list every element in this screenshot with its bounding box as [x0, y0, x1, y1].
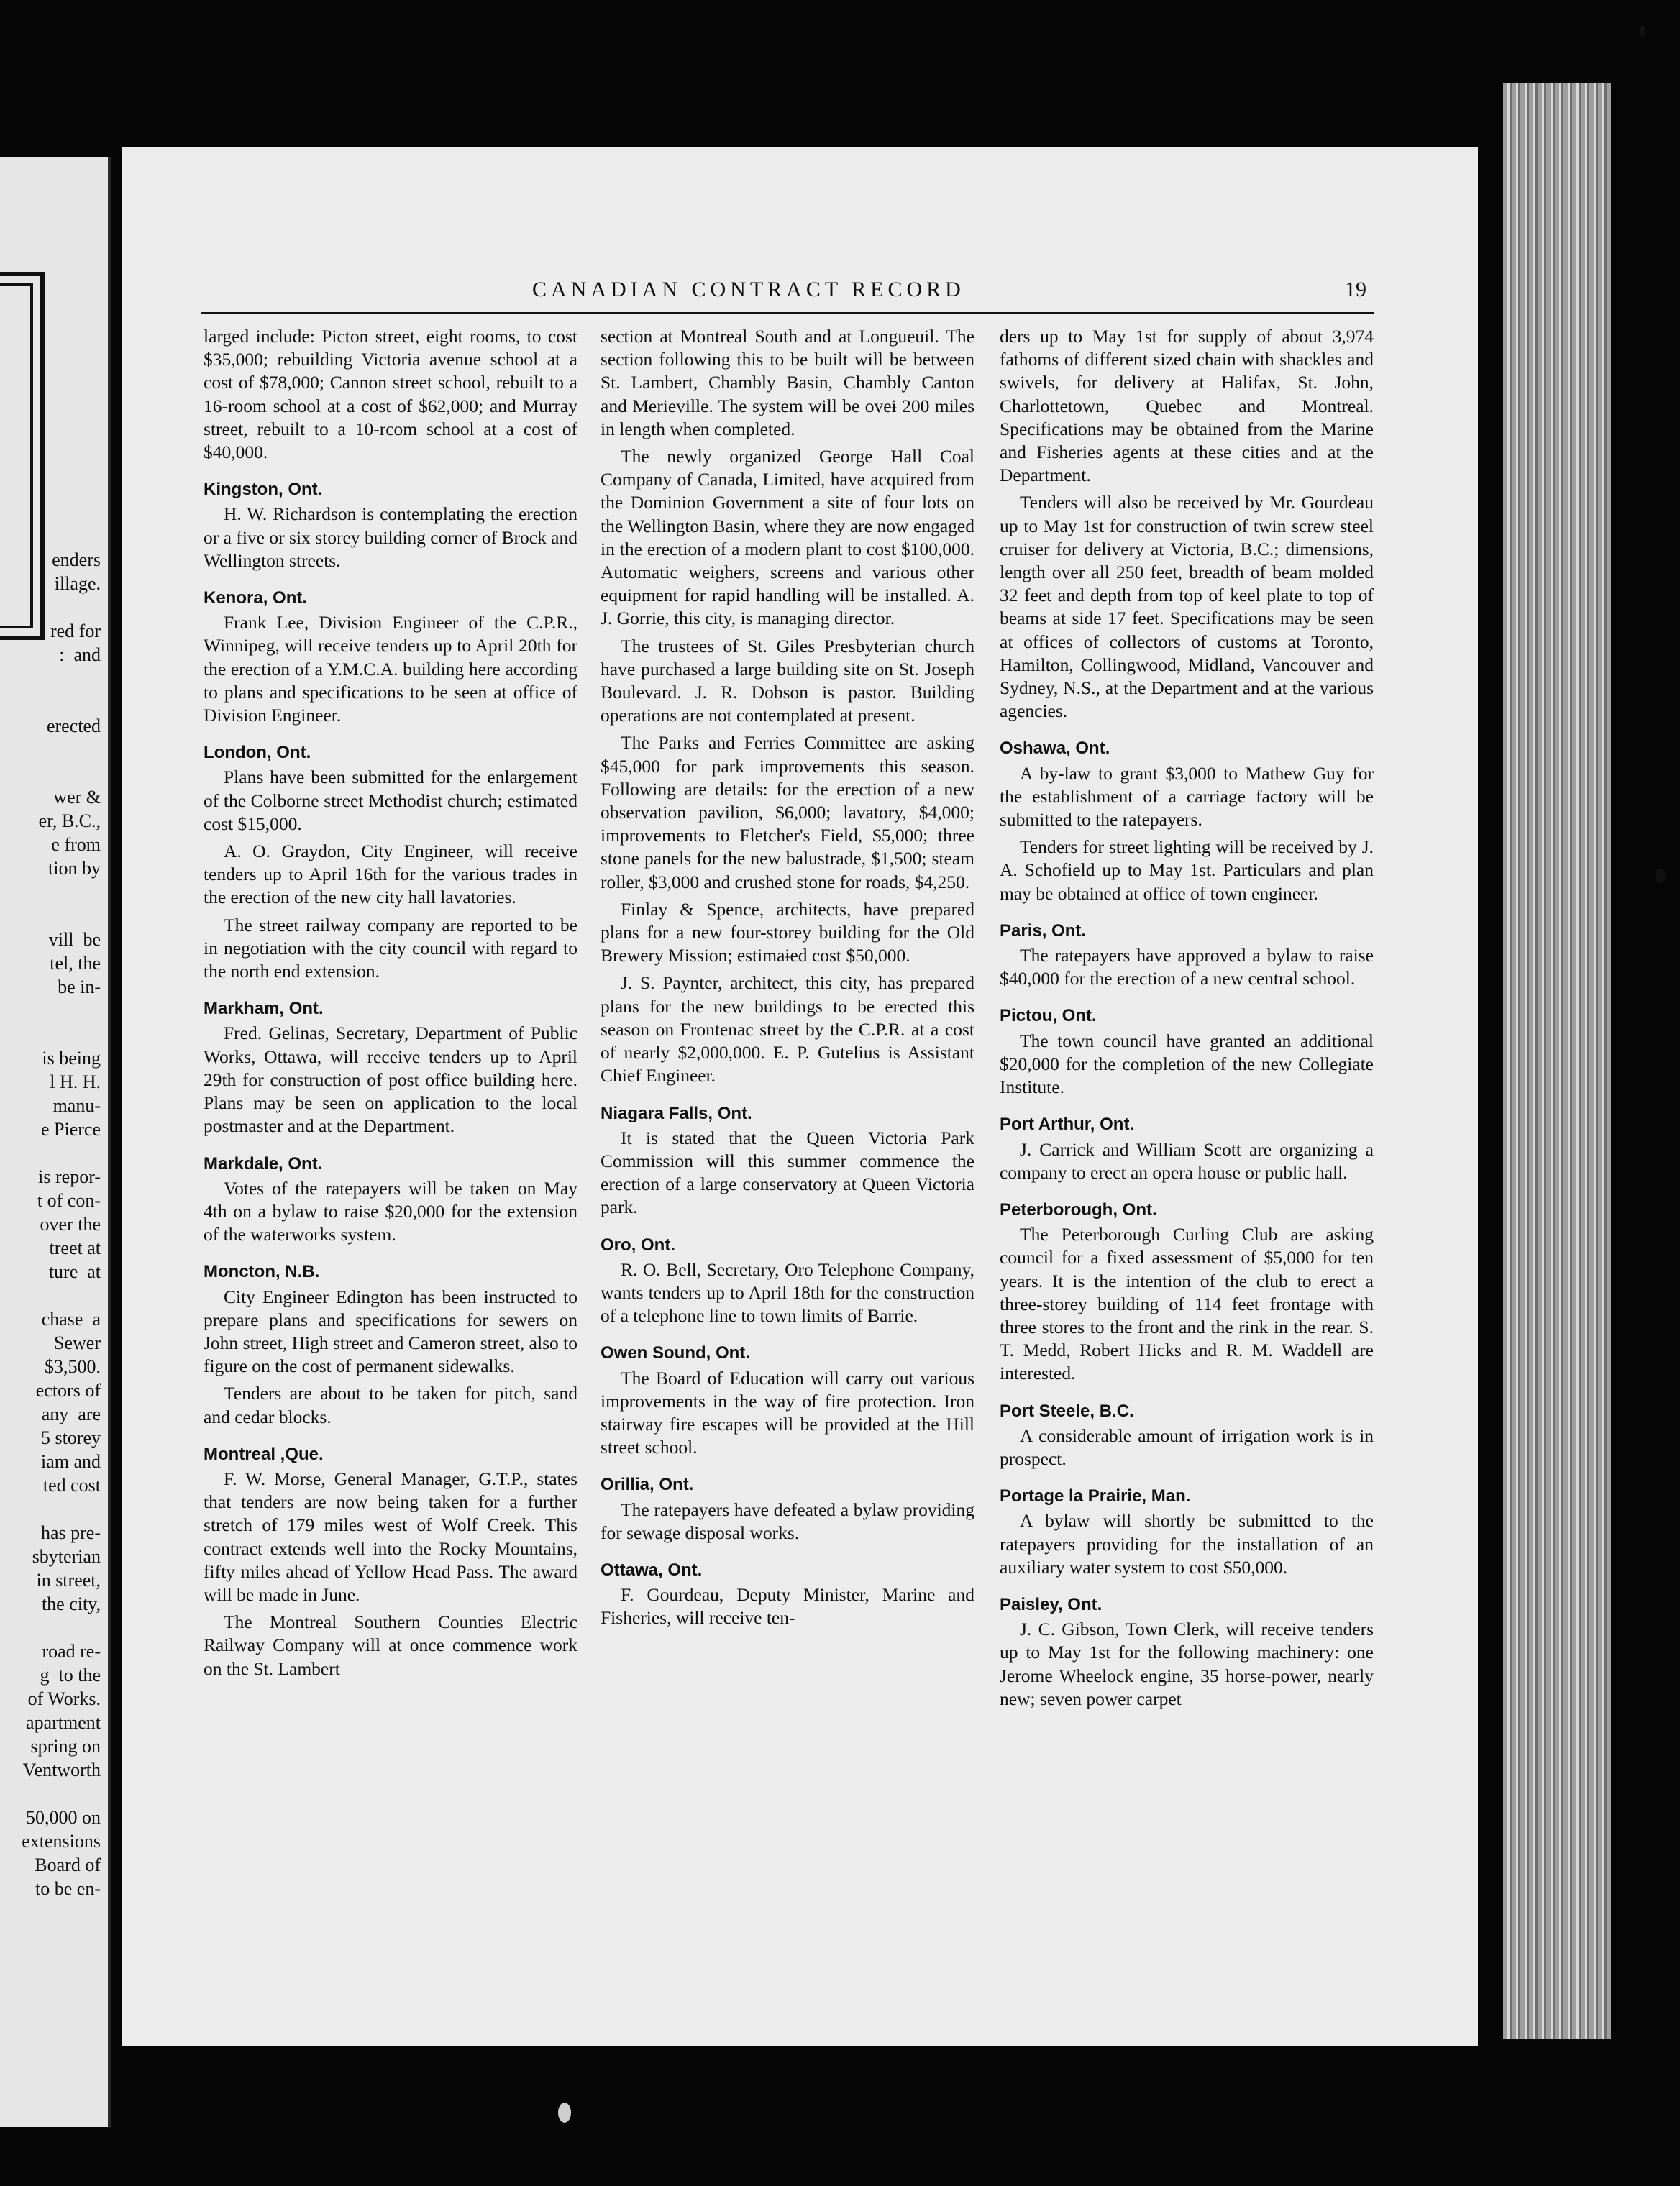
news-item [204, 1443, 578, 1680]
item-paragraph: City Engineer Edington has been instructed to prepare plans and specifications for sewers on John street, High street and Cameron street, also to figure on the cost of permanent sidewalks. [204, 1286, 578, 1377]
facing-page-fragment-line: manu- [52, 1095, 101, 1116]
facing-page-fragment-line: road re- [42, 1641, 101, 1662]
book-page-edges [1503, 83, 1611, 2039]
item-paragraph: The ratepayers have defeated a bylaw providing for sewage disposal works. [601, 1499, 974, 1543]
facing-page-fragment-line: g to the [40, 1665, 101, 1686]
item-heading: Paris, Ont. [1000, 920, 1087, 941]
item-paragraph: Fred. Gelinas, Secretary, Department of Public Works, Ottawa, will receive tenders up to April 29th for construction of post office building here. Plans may be seen on application to the local postmaster and at the Department. [204, 1023, 578, 1137]
news-item [601, 1342, 974, 1459]
page-speck [558, 2103, 571, 2123]
facing-page-fragment-line: red for [50, 621, 101, 641]
item-heading: Peterborough, Ont. [1000, 1199, 1157, 1220]
news-item [204, 478, 578, 572]
text-column-2 [601, 325, 974, 1640]
item-heading: London, Ont. [204, 743, 311, 763]
facing-page-fragment-line: has pre- [40, 1522, 101, 1543]
news-item [204, 587, 578, 727]
item-heading: Montreal ,Que. [204, 1444, 324, 1464]
item-paragraph: A considerable amount of irrigation work is in prospect. [1000, 1424, 1374, 1469]
page-header [201, 278, 1374, 314]
facing-page-fragment-line: the city, [41, 1593, 101, 1614]
item-paragraph: A bylaw will shortly be submitted to the ratepayers providing for the installation of an auxiliary water system to cost $50,000. [1000, 1510, 1374, 1578]
news-item [1000, 325, 1374, 723]
facing-page-fragment-line: any are [41, 1404, 101, 1424]
news-item [1000, 737, 1374, 905]
item-paragraph: Tenders are about to be taken for pitch, sand and cedar blocks. [204, 1383, 578, 1427]
facing-page-fragment-line: Board of [35, 1855, 101, 1875]
facing-page-fragment-line: apartment [26, 1712, 101, 1733]
news-item [1000, 1005, 1374, 1099]
item-heading: Oro, Ont. [601, 1235, 675, 1255]
news-item [1000, 1199, 1374, 1386]
item-heading: Orillia, Ont. [601, 1475, 694, 1495]
item-heading: Port Steele, B.C. [1000, 1401, 1134, 1421]
facing-page-fragment-line: enders [52, 549, 101, 570]
news-item [1000, 1485, 1374, 1579]
news-item [204, 741, 578, 983]
text-column-3 [1000, 325, 1374, 1721]
item-paragraph: Tenders for street lighting will be received by J. A. Schofield up to May 1st. Particulars and plan may be obtained at office of town engineer. [1000, 836, 1374, 904]
item-heading: Kingston, Ont. [204, 480, 323, 500]
page-speck [1640, 25, 1645, 37]
item-paragraph: Finlay & Spence, architects, have prepared plans for a new four-storey building for the Old Brewery Mission; estimaɨed cost $50,000. [601, 898, 974, 966]
facing-page-fragment-line: tel, the [50, 953, 101, 974]
facing-page-fragment-line: ectors of [35, 1380, 101, 1401]
facing-page-fragment-line: over the [40, 1214, 101, 1235]
facing-page-fragment-line: chase a [41, 1309, 101, 1330]
item-heading: Port Arthur, Ont. [1000, 1115, 1135, 1135]
facing-page-fragment-line: is repor- [38, 1166, 101, 1187]
facing-page-fragment-line: in street, [36, 1570, 101, 1591]
facing-page-fragment-line: to be en- [35, 1878, 101, 1899]
news-item [601, 1234, 974, 1328]
news-item [1000, 1593, 1374, 1711]
item-heading: Paisley, Ont. [1000, 1594, 1102, 1614]
item-heading: Oshawa, Ont. [1000, 738, 1110, 759]
item-paragraph: A. O. Graydon, City Engineer, will receive tenders up to April 16th for the various trades in the erection of the new city hall lavatories. [204, 841, 578, 908]
news-item [1000, 1113, 1374, 1184]
news-item [601, 1473, 974, 1545]
item-paragraph: J. C. Gibson, Town Clerk, will receive tenders up to May 1st for the following machinery: one Jerome Wheelock engine, 35 horse-power, nearly new; seven power carpet [1000, 1619, 1374, 1709]
facing-page-fragment-line: vill be [48, 929, 101, 950]
item-heading: Markham, Ont. [204, 999, 324, 1019]
facing-page-fragment-line: $3,500. [45, 1356, 101, 1377]
item-paragraph: Frank Lee, Division Engineer of the C.P.R., Winnipeg, will receive tenders up to April 20th for the erection of a Y.M.C.A. building here according to plans and specifications to be seen at office of Division Engineer. [204, 612, 578, 726]
item-heading: Pictou, Ont. [1000, 1006, 1097, 1026]
item-heading: Ottawa, Ont. [601, 1560, 703, 1580]
item-paragraph: H. W. Richardson is contemplating the erection or a five or six storey building corner of Brock and Wellington streets. [204, 503, 578, 571]
news-item [204, 1261, 578, 1428]
item-paragraph: The street railway company are reported to be in negotiation with the city council with regard to the north end extension. [204, 914, 578, 982]
facing-page-fragment-line: Sewer [54, 1332, 101, 1353]
facing-page-fragment-line: e from [51, 834, 101, 855]
facing-page-fragment-line: 5 storey [40, 1427, 101, 1448]
news-item [204, 997, 578, 1138]
page-speck [1656, 869, 1666, 883]
facing-page-fragment-line: tion by [48, 858, 101, 879]
item-paragraph: The Board of Education will carry out various improvements in the way of fire protection. Iron stairway fire escapes will be provided at the Hill street school. [601, 1367, 974, 1458]
item-paragraph: Votes of the ratepayers will be taken on May 4th on a bylaw to raise $20,000 for the extension of the waterworks system. [204, 1177, 578, 1245]
item-paragraph: Tenders will also be received by Mr. Gourdeau up to May 1st for construction of twin screw steel cruiser for delivery at Victoria, B.C.; dimensions, length over all 250 feet, breadth of beam molded 32 feet and depth from top of keel plate to top of beams at side 17 feet. Specifications may be seen at offices of collectors of customs at Toronto, Hamilton, Collingwood, Midland, Vancouver and Sydney, N.S., at the Department and at the various agencies. [1000, 492, 1374, 722]
facing-page-fragment-line: sbyterian [32, 1546, 101, 1567]
facing-page-fragment-line: Ventworth [22, 1760, 101, 1780]
item-paragraph: larged include: Picton street, eight rooms, to cost $35,000; rebuilding Victoria avenue school at a cost of $78,000; Cannon street school, rebuilt to a 16-room school at a cost of $62,000; and Murray street, rebuilt to a 10-rcom school at a cost of $40,000. [204, 326, 578, 463]
page-number: 19 [1345, 278, 1366, 301]
facing-page-fragment-line: illage. [54, 573, 101, 594]
item-paragraph: R. O. Bell, Secretary, Oro Telephone Company, wants tenders up to April 18th for the construction of a telephone line to town limits of Barrie. [601, 1258, 974, 1327]
facing-page-fragment-line: e Pierce [40, 1119, 101, 1140]
item-heading: Owen Sound, Ont. [601, 1343, 750, 1363]
item-paragraph: ders up to May 1st for supply of about 3,974 fathoms of different sized chain with shackles and swivels, for delivery at Halifax, St. John, Charlottetown, Quebec and Montreal. Specifications may be obtained from the Marine and Fisheries agents at these cities and at the Department. [1000, 326, 1374, 486]
item-paragraph: The town council have granted an additional $20,000 for the completion of the new Collegiate Institute. [1000, 1030, 1374, 1098]
facing-page-fragment-line: of Works. [27, 1688, 101, 1709]
news-item [601, 1559, 974, 1630]
item-paragraph: A by-law to grant $3,000 to Mathew Guy for the establishment of a carriage factory will be submitted to the ratepayers. [1000, 762, 1374, 831]
news-item [601, 1102, 974, 1220]
text-column-1 [204, 325, 578, 1691]
facing-page-fragment-line: spring on [30, 1736, 101, 1757]
facing-page-fragment-line: is being [42, 1048, 101, 1069]
item-paragraph: J. S. Paynter, architect, this city, has prepared plans for the new buildings to be erected this season on Frontenac street by the C.P.R. at a cost of nearly $2,000,000. E. P. Gutelius is Assistant Chief Engineer. [601, 972, 974, 1087]
facing-page-fragment-line: er, B.C., [38, 810, 101, 831]
news-item [1000, 1400, 1374, 1471]
news-item [204, 1153, 578, 1247]
item-paragraph: The Montreal Southern Counties Electric Railway Company will at once commence work on the St. Lambert [204, 1611, 578, 1679]
facing-page-fragment-line: ted cost [42, 1475, 101, 1496]
item-paragraph: F. Gourdeau, Deputy Minister, Marine and Fisheries, will receive ten- [601, 1584, 974, 1629]
item-heading: Moncton, N.B. [204, 1262, 320, 1282]
running-title: CANADIAN CONTRACT RECORD [532, 278, 965, 301]
facing-page-fragment-line: wer & [53, 787, 101, 808]
facing-page-fragment-line: 50,000 on [26, 1807, 101, 1828]
item-paragraph: The ratepayers have approved a bylaw to raise $40,000 for the erection of a new central school. [1000, 945, 1374, 989]
facing-page-fragment-line: t of con- [37, 1190, 101, 1211]
facing-page-fragment-line: extensions [22, 1831, 101, 1852]
news-item [204, 325, 578, 464]
news-item [1000, 920, 1374, 991]
facing-page-fragment [0, 157, 111, 2127]
item-paragraph: F. W. Morse, General Manager, G.T.P., states that tenders are now being taken for a further stretch of 179 miles west of Wolf Creek. This contract extends well into the Rocky Mountains, fifty miles ahead of Yellow Head Pass. The award will be made in June. [204, 1468, 578, 1605]
item-paragraph: J. Carrick and William Scott are organizing a company to erect an opera house or public hall. [1000, 1138, 1374, 1183]
facing-page-fragment-line: treet at [49, 1238, 101, 1258]
facing-page-fragment-line: l H. H. [50, 1071, 101, 1092]
item-paragraph: section at Montreal South and at Longueuil. The section following this to be built will be between St. Lambert, Chambly Basin, Chambly Canton and Merieville. The system will be oveɨ 200 miles in length when completed. [601, 326, 974, 439]
item-paragraph: It is stated that the Queen Victoria Park Commission will this summer commence the erection of a large conservatory at Queen Victoria park. [601, 1127, 974, 1218]
item-heading: Portage la Prairie, Man. [1000, 1486, 1191, 1506]
facing-page-fragment-line: iam and [40, 1451, 101, 1472]
facing-page-fragment-line: erected [46, 715, 101, 736]
item-heading: Markdale, Ont. [204, 1153, 323, 1174]
item-paragraph: The trustees of St. Giles Presbyterian church have purchased a large building site on St. Joseph Boulevard. J. R. Dobson is pastor. Building operations are not contemplated at present. [601, 635, 974, 726]
item-paragraph: Plans have been submitted for the enlargement of the Colborne street Methodist church; estimated cost $15,000. [204, 767, 578, 834]
facing-page-fragment-line: be in- [52, 977, 101, 997]
facing-page-fragment-line: ture at [48, 1261, 101, 1282]
news-item [601, 325, 974, 1088]
item-heading: Kenora, Ont. [204, 588, 308, 608]
item-paragraph: The newly organized George Hall Coal Company of Canada, Limited, have acquired from the Dominion Government a site of four lots on the Wellington Basin, where they are now engaged in the erection of a modern plant to cost $100,000. Automatic weighers, screens and various other equipment for rapid handling will be installed. A. J. Gorrie, this city, is managing director. [601, 446, 974, 629]
item-paragraph: The Parks and Ferries Committee are asking $45,000 for park improvements this season. Following are details: for the erection of a new observation pavilion, $6,000; lavatory, $4,000; improvements to Fletcher's Field, $5,000; three stone panels for the new balustrade, $1,500; steam roller, $3,000 and crushed stone for roads, $4,250. [601, 732, 974, 892]
item-paragraph: The Peterborough Curling Club are asking council for a fixed assessment of $5,000 for ten years. It is the intention of the club to erect a three-storey building of 114 feet frontage with three stores to the front and the rink in the rear. S. T. Medd, Robert Hicks and R. M. Waddell are interested. [1000, 1224, 1374, 1384]
facing-page-fragment-line: : and [59, 644, 101, 665]
item-heading: Niagara Falls, Ont. [601, 1103, 752, 1123]
